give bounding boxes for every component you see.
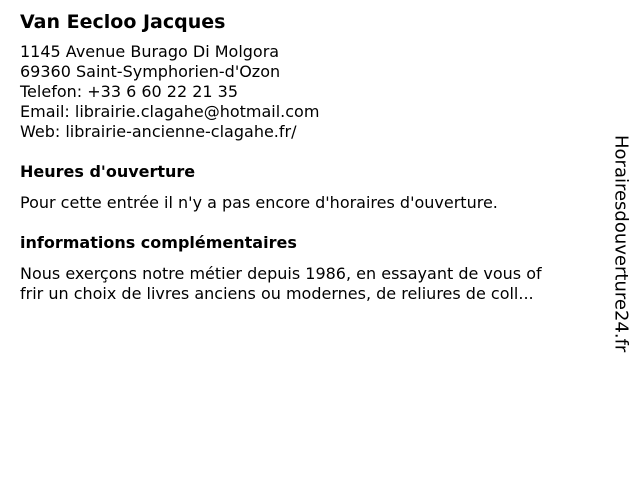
business-name: Van Eecloo Jacques (20, 11, 226, 33)
site-watermark (602, 135, 639, 353)
additional-info-line-2: frir un choix de livres anciens ou modernes, de reliures de coll... (20, 284, 534, 303)
phone-number[interactable]: Telefon: +33 6 60 22 21 35 (20, 82, 239, 101)
address-line-2: 69360 Saint-Symphorien-d'Ozon (20, 62, 281, 81)
email-address[interactable]: Email: librairie.clagahe@hotmail.com (20, 102, 320, 121)
address-line-1: 1145 Avenue Burago Di Molgora (20, 42, 280, 61)
additional-info-heading: informations complémentaires (20, 233, 297, 252)
additional-info-line-1: Nous exerçons notre métier depuis 1986, en essayant de vous of (20, 264, 542, 283)
additional-info-text (20, 264, 600, 304)
business-card (20, 10, 600, 304)
opening-hours-text: Pour cette entrée il n'y a pas encore d'horaires d'ouverture. (20, 193, 498, 212)
website-link[interactable]: Web: librairie-ancienne-clagahe.fr/ (20, 122, 297, 141)
opening-hours-heading: Heures d'ouverture (20, 162, 196, 181)
site-name-vertical: Horairesdouverture24.fr (610, 135, 632, 353)
